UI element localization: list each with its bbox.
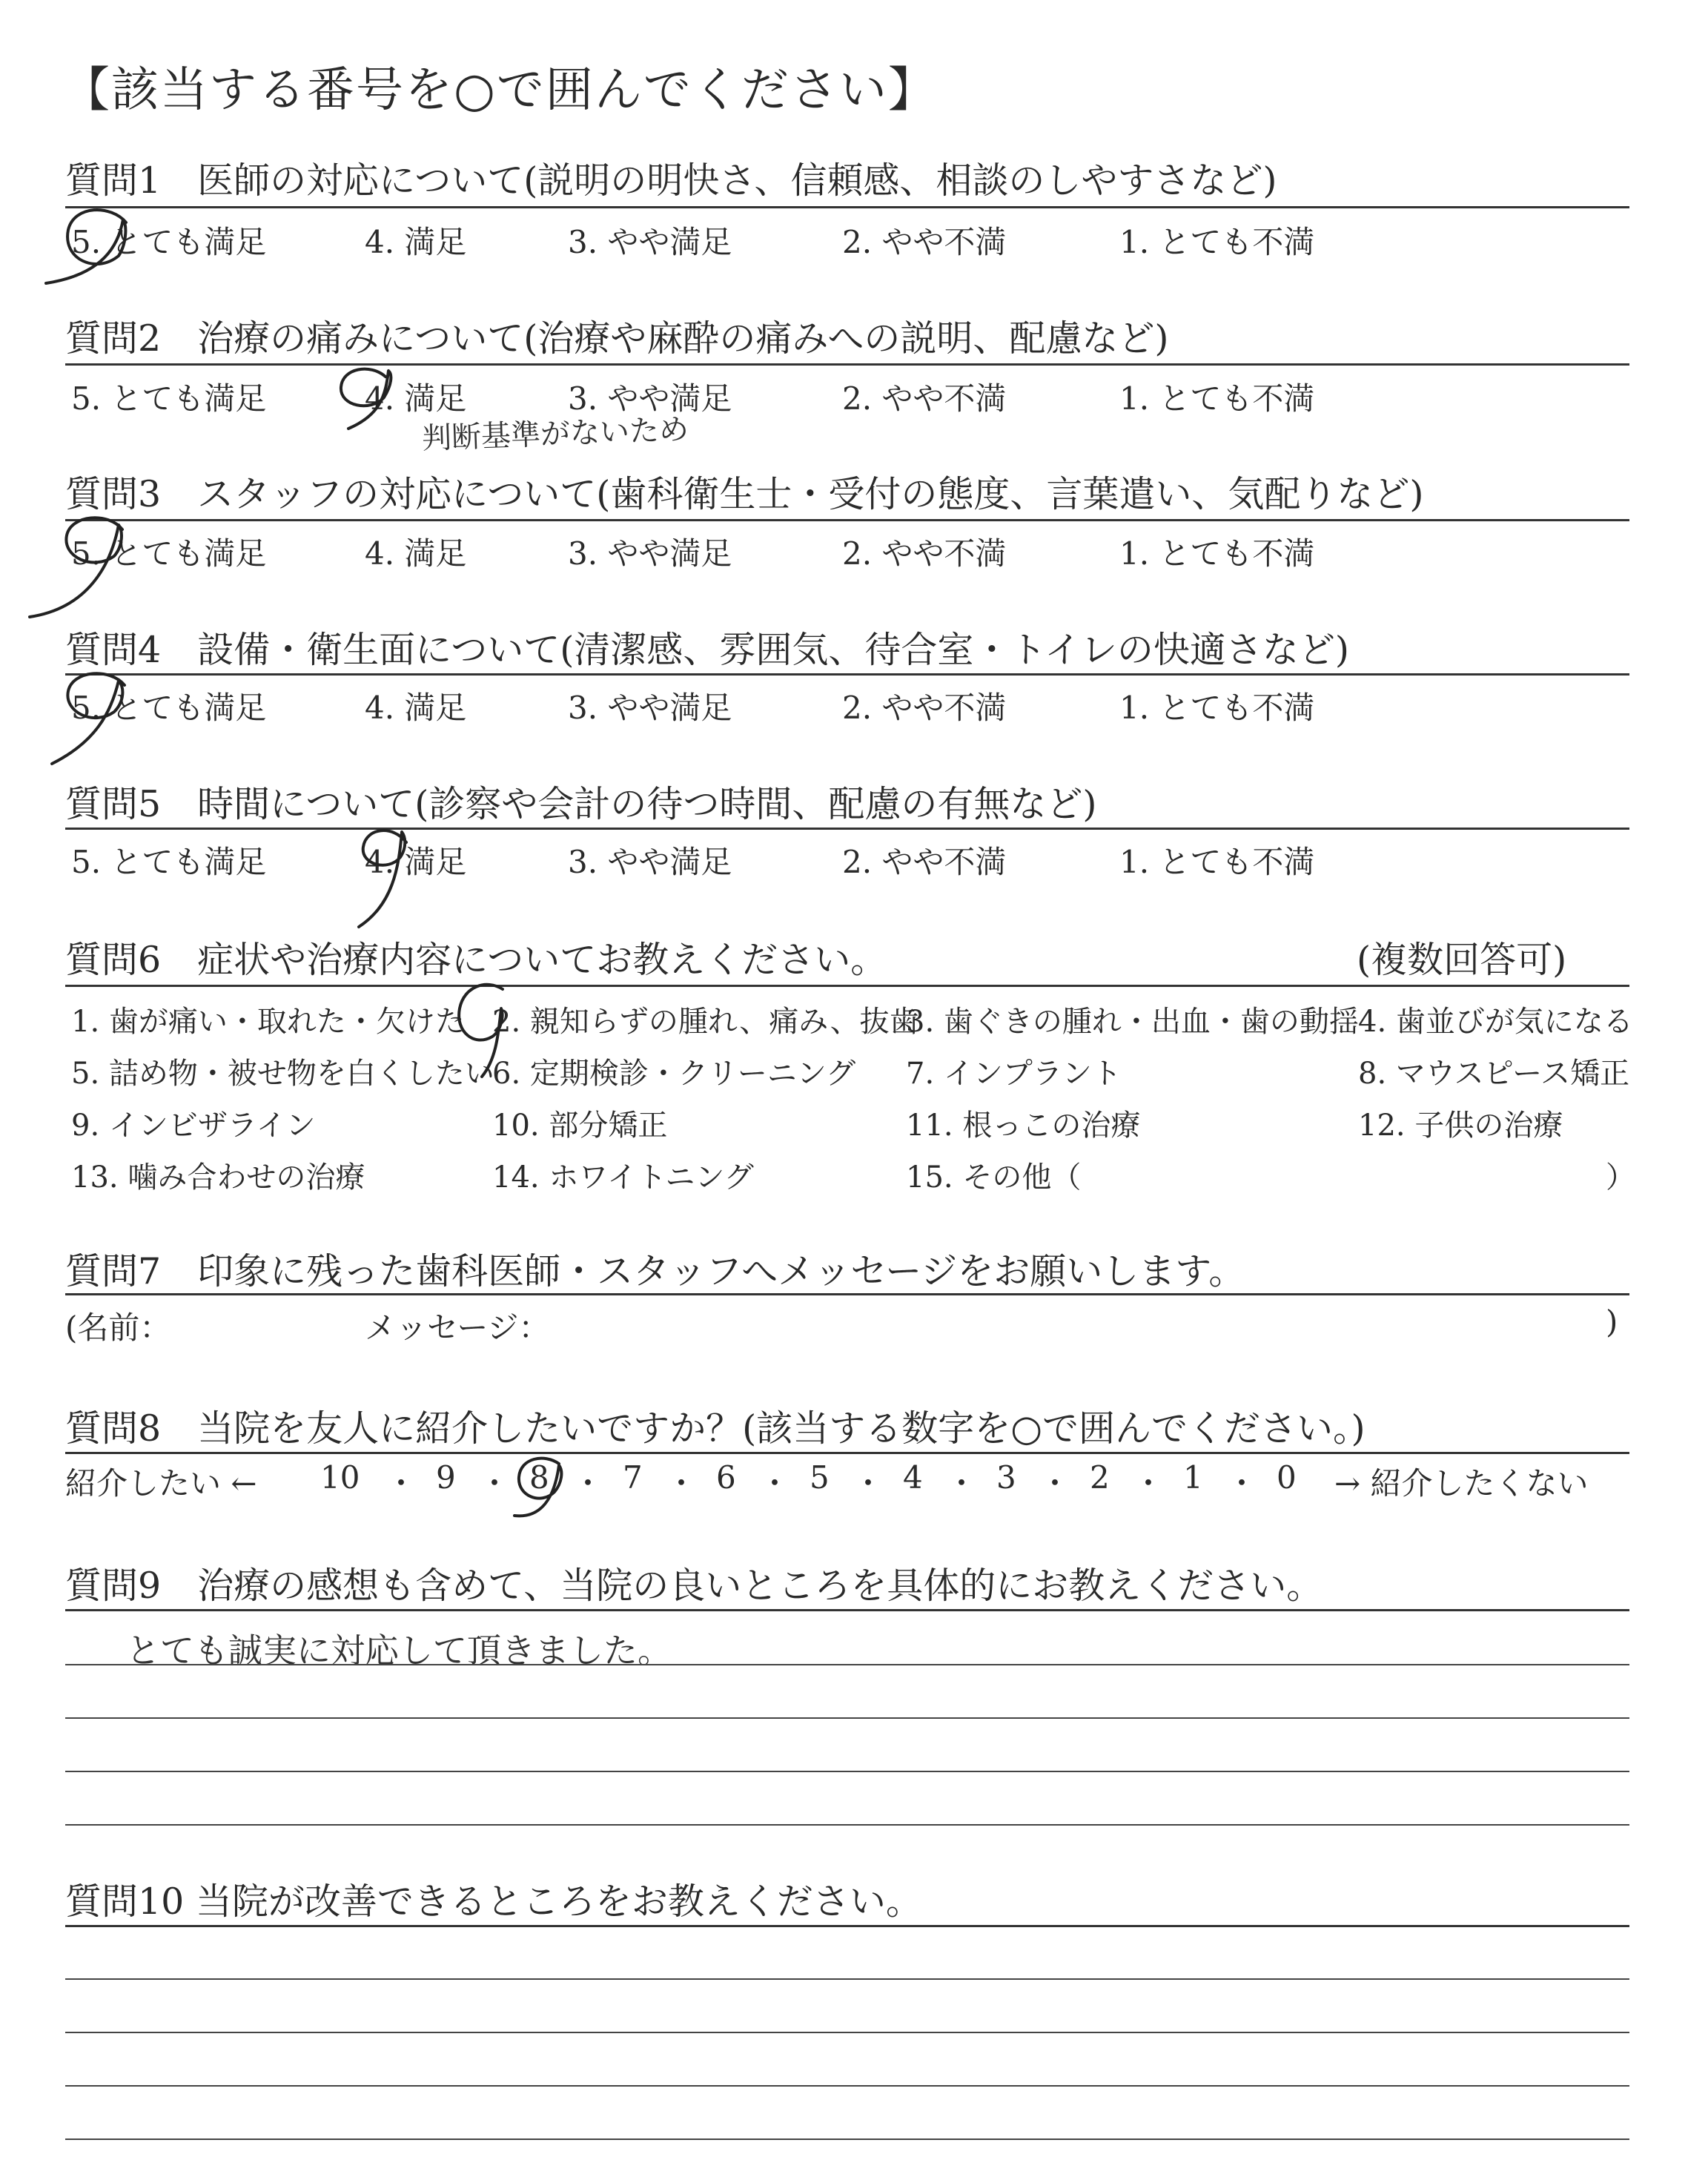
q5-option-4[interactable]: 4. 満足 — [365, 844, 467, 880]
q8-left-label: 紹介したい ← — [65, 1465, 257, 1502]
q8-dot: ・ — [1039, 1465, 1071, 1502]
q2-option-4[interactable]: 4. 満足 — [365, 380, 467, 417]
q6-option-4[interactable]: 4. 歯並びが気になる — [1358, 1005, 1633, 1039]
q8-dot: ・ — [946, 1465, 978, 1502]
q5-option-3[interactable]: 3. やや満足 — [568, 844, 732, 880]
q8-dot: ・ — [666, 1465, 698, 1502]
q9-title: 質問9 治療の感想も含めて、当院の良いところを具体的にお教えください。 — [65, 1565, 1323, 1607]
q6-option-10[interactable]: 10. 部分矯正 — [492, 1109, 668, 1143]
q6-multiple-note: (複数回答可) — [1357, 939, 1567, 981]
q6-option-2[interactable]: 2. 親知らずの腫れ、痛み、抜歯 — [492, 1005, 919, 1039]
q6-option-9[interactable]: 9. インビザライン — [71, 1109, 316, 1143]
q4-option-1[interactable]: 1. とても不満 — [1119, 690, 1315, 726]
q8-score-5[interactable]: 5 — [810, 1459, 830, 1496]
q2-handwritten-note: 判断基準がないため — [421, 412, 689, 456]
q4-title: 質問4 設備・衛生面について(清潔感、雰囲気、待合室・トイレの快適さなど) — [65, 629, 1349, 671]
q1-option-4[interactable]: 4. 満足 — [365, 224, 467, 260]
q9-line — [65, 1824, 1629, 1826]
q3-option-3[interactable]: 3. やや満足 — [568, 535, 732, 572]
q10-title: 質問10 当院が改善できるところをお教えください。 — [65, 1880, 922, 1923]
q9-handwritten-answer: とても誠実に対応して頂きました。 — [126, 1631, 672, 1671]
q8-rule — [65, 1452, 1629, 1454]
q1-rule — [65, 206, 1629, 208]
q2-option-5[interactable]: 5. とても満足 — [71, 380, 267, 417]
q6-option-5[interactable]: 5. 詰め物・被せ物を白くしたい — [71, 1057, 494, 1091]
q1-title: 質問1 医師の対応について(説明の明快さ、信頼感、相談のしやすさなど) — [65, 159, 1277, 202]
q8-dot: ・ — [1226, 1465, 1258, 1502]
q10-line — [65, 2032, 1629, 2033]
q3-rule — [65, 519, 1629, 521]
q1-option-5[interactable]: 5. とても満足 — [71, 224, 267, 260]
q4-option-2[interactable]: 2. やや不満 — [842, 690, 1007, 726]
q2-rule — [65, 363, 1629, 366]
q6-option-1[interactable]: 1. 歯が痛い・取れた・欠けた — [71, 1005, 465, 1039]
q6-option-15[interactable]: 15. その他（ — [906, 1160, 1082, 1195]
q6-option-14[interactable]: 14. ホワイトニング — [492, 1160, 754, 1195]
q1-option-1[interactable]: 1. とても不満 — [1119, 224, 1315, 260]
q3-title: 質問3 スタッフの対応について(歯科衛生士・受付の態度、言葉遣い、気配りなど) — [65, 473, 1424, 515]
q9-line — [65, 1717, 1629, 1719]
q8-right-label: → 紹介したくない — [1334, 1465, 1589, 1502]
q7-rule — [65, 1293, 1629, 1295]
q7-name-label: (名前： — [65, 1309, 171, 1346]
q3-option-1[interactable]: 1. とても不満 — [1119, 535, 1315, 572]
q9-line — [65, 1771, 1629, 1772]
q8-score-6[interactable]: 6 — [716, 1459, 736, 1496]
q5-title: 質問5 時間について(診察や会計の待つ時間、配慮の有無など) — [65, 783, 1097, 825]
q2-option-2[interactable]: 2. やや不満 — [842, 380, 1007, 417]
q3-option-5[interactable]: 5. とても満足 — [71, 535, 267, 572]
q8-score-2[interactable]: 2 — [1090, 1459, 1110, 1496]
q1-option-3[interactable]: 3. やや満足 — [568, 224, 732, 260]
q6-option-8[interactable]: 8. マウスピース矯正 — [1358, 1057, 1630, 1091]
q3-option-4[interactable]: 4. 満足 — [365, 535, 467, 572]
q4-option-5[interactable]: 5. とても満足 — [71, 690, 267, 726]
q10-rule — [65, 1925, 1629, 1927]
q8-dot: ・ — [385, 1465, 417, 1502]
q8-score-3[interactable]: 3 — [996, 1459, 1016, 1496]
q6-option-15-close: ） — [1606, 1160, 1635, 1195]
q8-score-0[interactable]: 0 — [1277, 1459, 1297, 1496]
q8-score-10[interactable]: 10 — [320, 1459, 360, 1496]
q10-line — [65, 2138, 1629, 2140]
q8-score-8[interactable]: 8 — [529, 1459, 549, 1496]
q5-rule — [65, 828, 1629, 830]
q10-line — [65, 1978, 1629, 1980]
q6-option-11[interactable]: 11. 根っこの治療 — [906, 1109, 1141, 1143]
q8-dot: ・ — [572, 1465, 604, 1502]
q9-rule — [65, 1609, 1629, 1611]
q3-option-2[interactable]: 2. やや不満 — [842, 535, 1007, 572]
q5-option-1[interactable]: 1. とても不満 — [1119, 844, 1315, 880]
q8-dot: ・ — [759, 1465, 791, 1502]
q6-title: 質問6 症状や治療内容についてお教えください。 — [65, 939, 887, 981]
q7-close-paren: ) — [1606, 1304, 1618, 1340]
q8-title: 質問8 当院を友人に紹介したいですか？(該当する数字を○で囲んでください。) — [65, 1407, 1366, 1450]
q6-option-7[interactable]: 7. インプラント — [906, 1057, 1122, 1091]
q6-option-12[interactable]: 12. 子供の治療 — [1358, 1109, 1563, 1143]
q4-option-4[interactable]: 4. 満足 — [365, 690, 467, 726]
q6-option-3[interactable]: 3. 歯ぐきの腫れ・出血・歯の動揺 — [906, 1005, 1359, 1039]
q8-score-9[interactable]: 9 — [436, 1459, 456, 1496]
q6-option-13[interactable]: 13. 噛み合わせの治療 — [71, 1160, 365, 1195]
q8-score-4[interactable]: 4 — [903, 1459, 923, 1496]
q8-score-7[interactable]: 7 — [623, 1459, 643, 1496]
q8-dot: ・ — [853, 1465, 884, 1502]
page-header: 【該当する番号を○で囲んでください】 — [62, 63, 937, 118]
q6-option-6[interactable]: 6. 定期検診・クリーニング — [492, 1057, 856, 1091]
q10-line — [65, 2085, 1629, 2087]
q4-option-3[interactable]: 3. やや満足 — [568, 690, 732, 726]
q8-score-1[interactable]: 1 — [1183, 1459, 1203, 1496]
q5-option-2[interactable]: 2. やや不満 — [842, 844, 1007, 880]
q2-option-3[interactable]: 3. やや満足 — [568, 380, 732, 417]
q8-dot: ・ — [479, 1465, 511, 1502]
q8-dot: ・ — [1133, 1465, 1165, 1502]
q5-option-5[interactable]: 5. とても満足 — [71, 844, 267, 880]
q9-line — [65, 1664, 1629, 1665]
q4-rule — [65, 673, 1629, 676]
q2-title: 質問2 治療の痛みについて(治療や麻酔の痛みへの説明、配慮など) — [65, 317, 1169, 360]
q6-rule — [65, 985, 1629, 987]
q7-message-label: メッセージ： — [365, 1309, 550, 1346]
q7-title: 質問7 印象に残った歯科医師・スタッフへメッセージをお願いします。 — [65, 1250, 1245, 1292]
q1-option-2[interactable]: 2. やや不満 — [842, 224, 1007, 260]
q2-option-1[interactable]: 1. とても不満 — [1119, 380, 1315, 417]
